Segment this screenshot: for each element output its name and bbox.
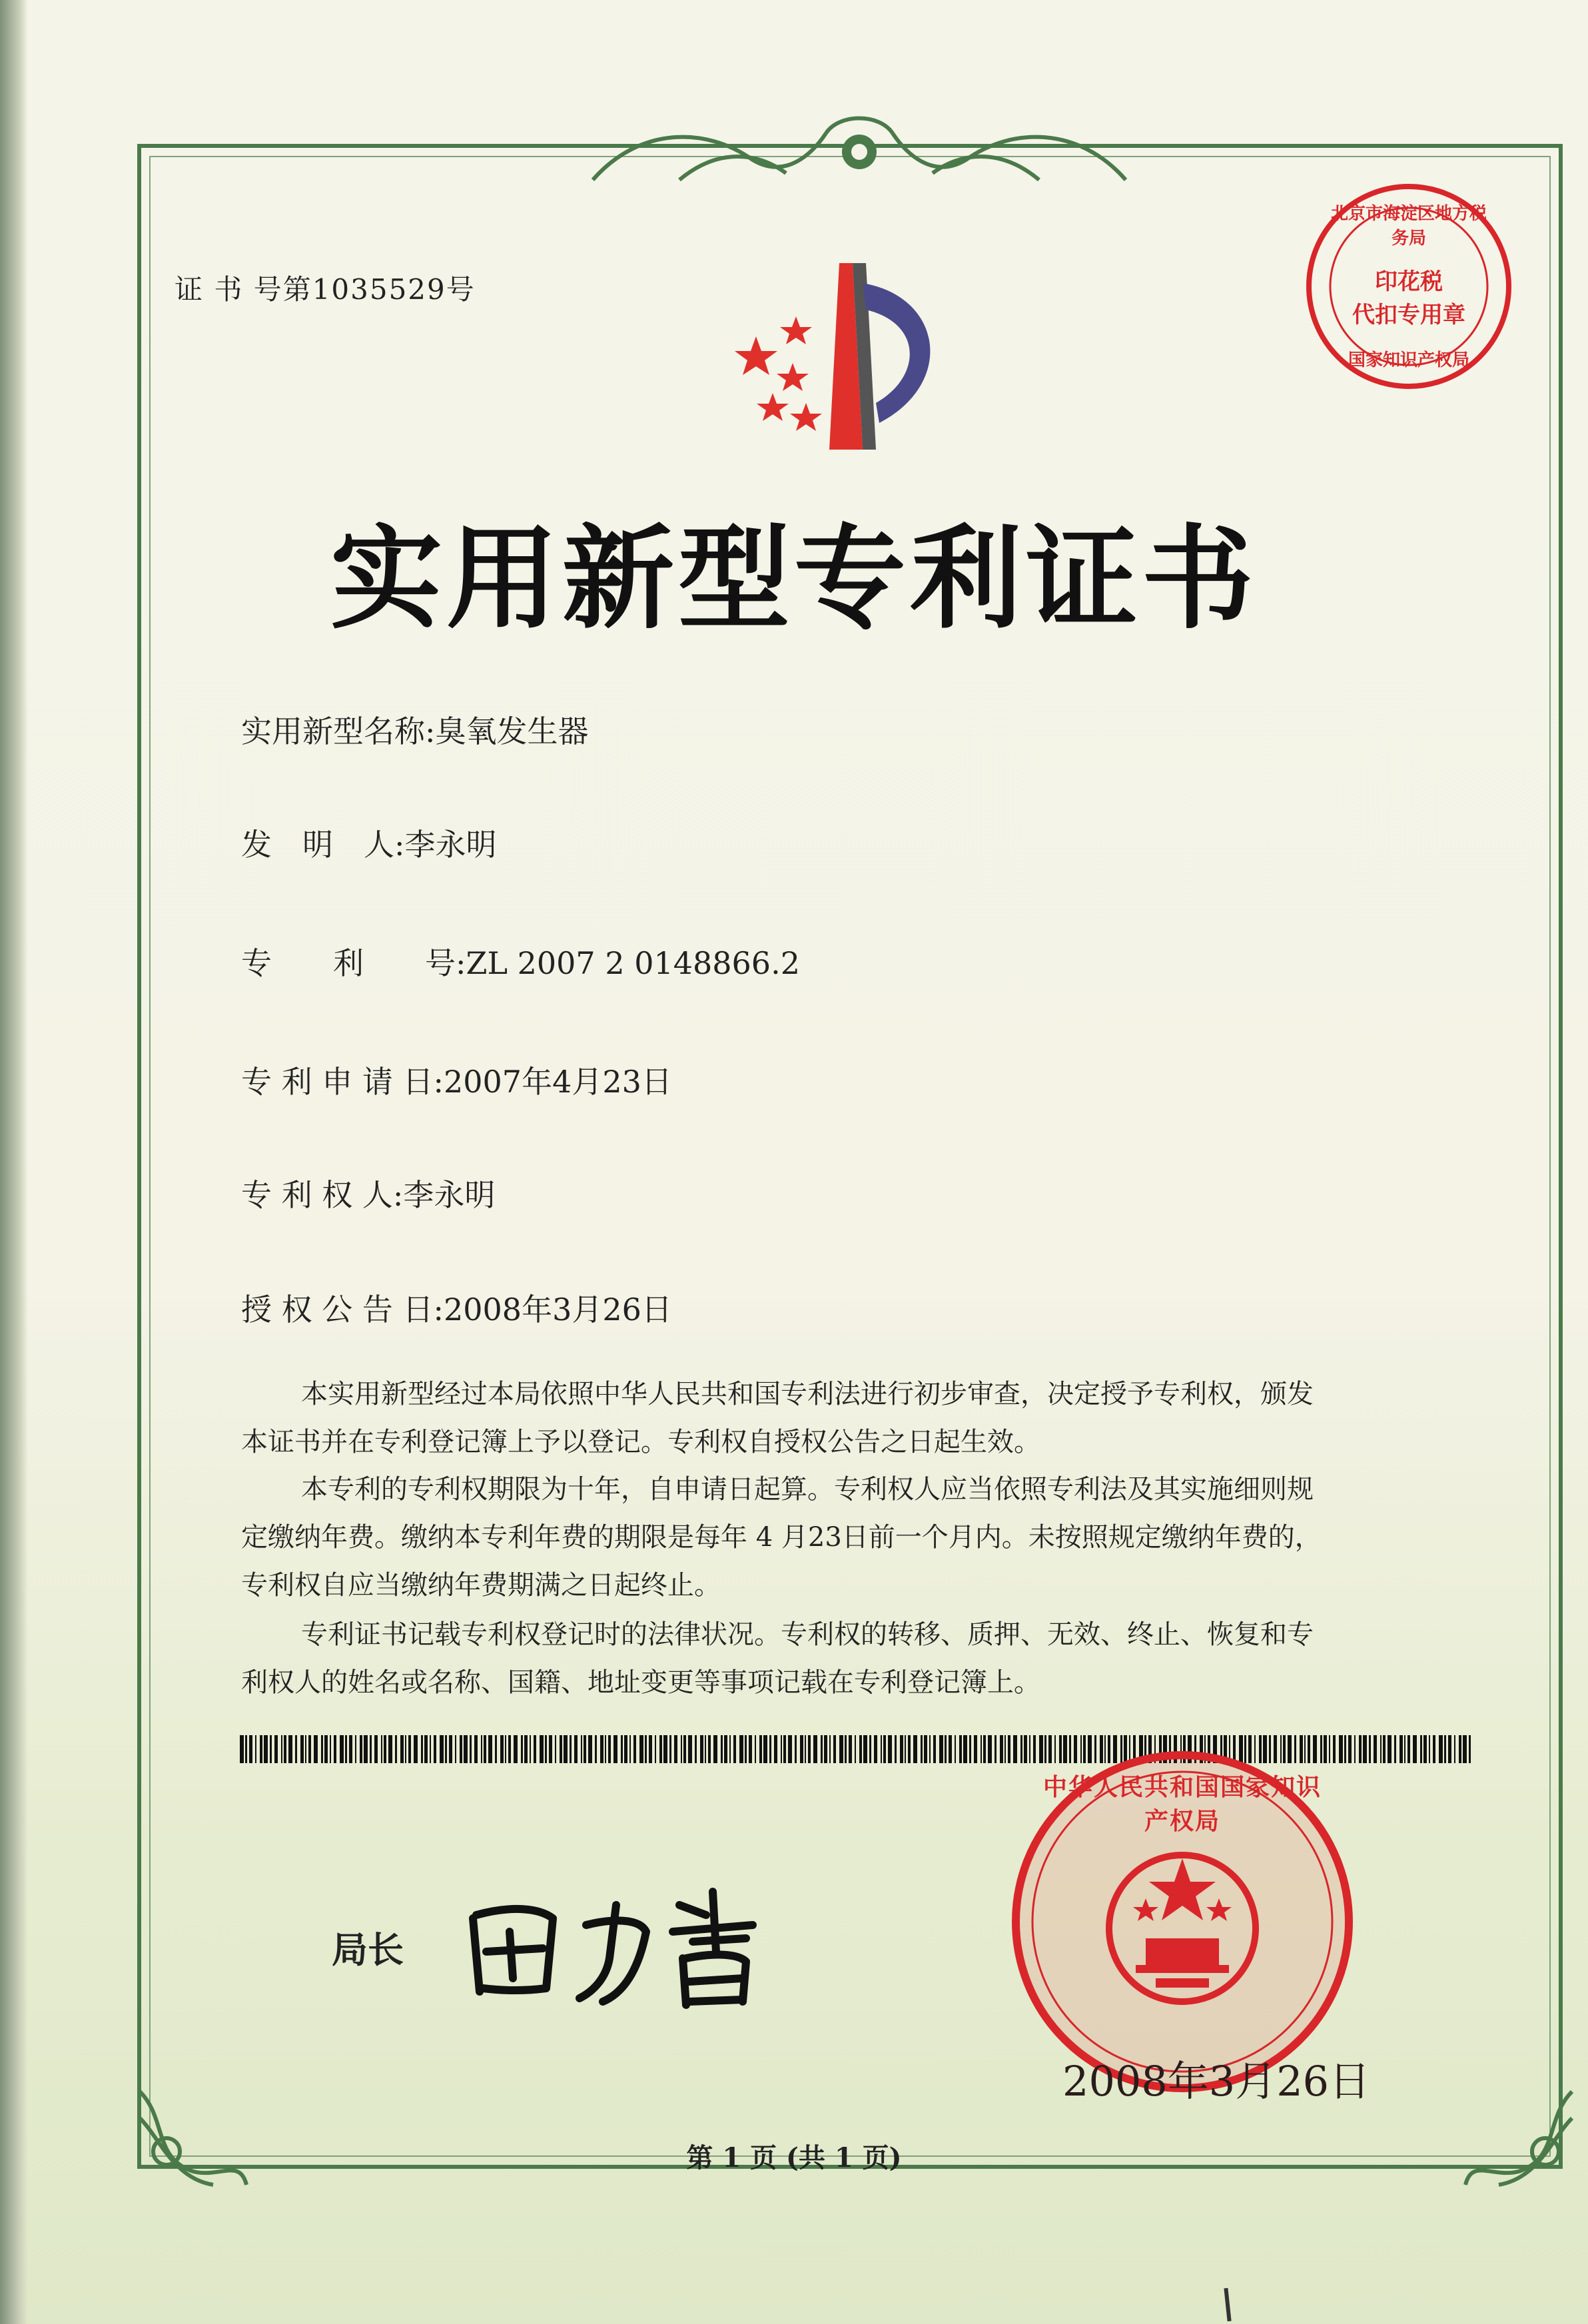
barcode-bar: [530, 1735, 531, 1763]
tax-stamp-inner-line-1: 印花税: [1375, 268, 1443, 295]
barcode-bar: [564, 1735, 568, 1763]
barcode-bar: [839, 1735, 843, 1763]
barcode-bar: [881, 1735, 882, 1763]
barcode-bar: [705, 1735, 706, 1763]
barcode-bar: [639, 1735, 643, 1763]
barcode-bar: [988, 1735, 992, 1763]
field-label: 实用新型名称:: [241, 713, 436, 749]
barcode-bar: [595, 1735, 597, 1763]
barcode-bar: [788, 1735, 792, 1763]
barcode-bar: [314, 1735, 318, 1763]
barcode-bar: [445, 1735, 447, 1763]
field-label: 授 权 公 告 日:: [241, 1292, 444, 1328]
barcode-bar: [374, 1735, 378, 1763]
barcode-bar: [908, 1735, 911, 1763]
barcode-bar: [969, 1735, 971, 1763]
barcode-bar: [349, 1735, 352, 1763]
barcode-bar: [570, 1735, 572, 1763]
paragraph-line: 本专利的专利权期限为十年，自申请日起算。专利权人应当依照专利法及其实施细则规: [301, 1474, 1314, 1505]
barcode-bar: [524, 1735, 528, 1763]
barcode-bar: [795, 1735, 797, 1763]
barcode-bar: [781, 1735, 782, 1763]
barcode-bar: [869, 1735, 871, 1763]
barcode-bar: [534, 1735, 536, 1763]
barcode-bar: [688, 1735, 692, 1763]
certificate-number: 证 书 号第1035529号: [175, 273, 476, 306]
barcode-bar: [1004, 1735, 1006, 1763]
barcode-bar: [955, 1735, 956, 1763]
barcode-bar: [888, 1735, 892, 1763]
barcode-bar: [755, 1735, 756, 1763]
barcode-bar: [295, 1735, 297, 1763]
barcode-bar: [421, 1735, 423, 1763]
barcode-bar: [763, 1735, 767, 1763]
barcode-bar: [913, 1735, 917, 1763]
barcode-bar: [440, 1735, 444, 1763]
barcode-bar: [321, 1735, 323, 1763]
barcode-bar: [455, 1735, 456, 1763]
barcode-bar: [1407, 1735, 1410, 1763]
tax-stamp-text-bottom: 国家知识产权局: [1348, 350, 1469, 370]
field-value: 2008年3月26日: [444, 1292, 672, 1328]
barcode-bar: [464, 1735, 468, 1763]
barcode-bar: [270, 1735, 272, 1763]
paragraph-line: 本实用新型经过本局依照中华人民共和国专利法进行初步审查，决定授予专利权，颁发: [301, 1379, 1314, 1409]
paragraph-line: 本证书并在专利登记簿上予以登记。专利权自授权公告之日起生效。: [241, 1427, 1040, 1457]
barcode-bar: [774, 1735, 777, 1763]
barcode-bar: [713, 1735, 717, 1763]
barcode-bar: [721, 1735, 723, 1763]
barcode-bar: [584, 1735, 586, 1763]
barcode-bar: [849, 1735, 852, 1763]
barcode-bar: [629, 1735, 631, 1763]
barcode-bar: [739, 1735, 743, 1763]
barcode-bar: [845, 1735, 847, 1763]
paragraph-grant-statement: [241, 1370, 1480, 1466]
barcode-bar: [488, 1735, 492, 1763]
barcode-bar: [659, 1735, 662, 1763]
barcode-bar: [749, 1735, 752, 1763]
barcode-bar: [540, 1735, 544, 1763]
barcode-bar: [759, 1735, 762, 1763]
barcode-bar: [1359, 1735, 1362, 1763]
barcode-bar: [505, 1735, 506, 1763]
barcode-bar: [863, 1735, 867, 1763]
barcode-bar: [900, 1735, 903, 1763]
barcode-bar: [405, 1735, 406, 1763]
page-title: 实用新型专利证书: [330, 512, 1258, 644]
barcode-bar: [974, 1735, 977, 1763]
barcode-bar: [1363, 1735, 1367, 1763]
barcode-bar: [560, 1735, 562, 1763]
barcode-bar: [484, 1735, 486, 1763]
barcode-bar: [500, 1735, 504, 1763]
barcode-bar: [284, 1735, 286, 1763]
barcode-bar: [649, 1735, 652, 1763]
barcode-bar: [274, 1735, 278, 1763]
barcode-bar: [700, 1735, 703, 1763]
field-value: 臭氧发生器: [435, 713, 589, 749]
barcode-bar: [1454, 1735, 1455, 1763]
seal-ring-text: 中华人民共和国国家知识产权局: [1042, 1773, 1322, 1835]
paragraph-line: 定缴纳年费。缴纳本专利年费的期限是每年 4 月23日前一个月内。未按照规定缴纳年费的，: [241, 1522, 1322, 1553]
barcode-bar: [264, 1735, 268, 1763]
barcode-bar: [600, 1735, 603, 1763]
barcode-bar: [395, 1735, 397, 1763]
barcode-bar: [370, 1735, 372, 1763]
barcode-bar: [281, 1735, 282, 1763]
barcode-bar: [1399, 1735, 1403, 1763]
barcode-bar: [300, 1735, 304, 1763]
barcode-bar: [1404, 1735, 1405, 1763]
barcode-bar: [424, 1735, 428, 1763]
director-signature-icon: [460, 1878, 779, 2012]
field-value: 李永明: [403, 1177, 496, 1213]
barcode-bar: [959, 1735, 962, 1763]
barcode-bar: [933, 1735, 936, 1763]
seal-date: 2008年3月26日: [1062, 2057, 1371, 2106]
barcode-bar: [1429, 1735, 1430, 1763]
barcode-bar: [983, 1735, 986, 1763]
barcode-bar: [924, 1735, 927, 1763]
barcode-bar: [669, 1735, 671, 1763]
barcode-bar: [921, 1735, 923, 1763]
barcode-bar: [981, 1735, 982, 1763]
field-patent-number: [241, 939, 800, 983]
barcode-bar: [434, 1735, 436, 1763]
barcode-bar: [883, 1735, 886, 1763]
field-value: 2007年4月23日: [444, 1064, 672, 1100]
barcode-bar: [414, 1735, 418, 1763]
barcode-bar: [474, 1735, 478, 1763]
barcode-bar: [240, 1735, 244, 1763]
field-value: 李永明: [404, 827, 497, 863]
barcode-bar: [330, 1735, 331, 1763]
barcode-bar: [833, 1735, 836, 1763]
director-label: 局长: [332, 1928, 404, 1971]
barcode-bar: [945, 1735, 947, 1763]
barcode-bar: [1439, 1735, 1443, 1763]
barcode-bar: [695, 1735, 697, 1763]
barcode-bar: [808, 1735, 811, 1763]
barcode-bar: [1380, 1735, 1382, 1763]
tax-stamp-text-top: 北京市海淀区地方税务局: [1330, 204, 1487, 248]
barcode-bar: [340, 1735, 344, 1763]
barcode-bar: [1388, 1735, 1391, 1763]
barcode-bar: [681, 1735, 682, 1763]
barcode-bar: [305, 1735, 306, 1763]
scan-edge-shadow: [0, 0, 28, 2324]
barcode-bar: [939, 1735, 943, 1763]
barcode-bar: [1000, 1735, 1003, 1763]
barcode-bar: [859, 1735, 862, 1763]
barcode-bar: [663, 1735, 667, 1763]
barcode-bar: [549, 1735, 552, 1763]
barcode-bar: [824, 1735, 827, 1763]
barcode-bar: [994, 1735, 996, 1763]
field-label: 发 明 人:: [241, 827, 405, 863]
barcode-bar: [729, 1735, 731, 1763]
barcode-bar: [588, 1735, 592, 1763]
barcode-bar: [1369, 1735, 1371, 1763]
barcode-bar: [821, 1735, 823, 1763]
barcode-bar: [545, 1735, 547, 1763]
field-inventor: [241, 821, 497, 865]
barcode-bar: [605, 1735, 606, 1763]
barcode-bar: [324, 1735, 328, 1763]
barcode-bar: [381, 1735, 382, 1763]
barcode-bar: [724, 1735, 727, 1763]
barcode-bar: [1394, 1735, 1396, 1763]
barcode-bar: [495, 1735, 497, 1763]
barcode-bar: [521, 1735, 523, 1763]
barcode-bar: [364, 1735, 368, 1763]
barcode-bar: [874, 1735, 877, 1763]
barcode-bar: [683, 1735, 686, 1763]
barcode-bar: [813, 1735, 817, 1763]
barcode-bar: [308, 1735, 311, 1763]
barcode-bar: [613, 1735, 617, 1763]
paragraph-line: 利权人的姓名或名称、国籍、地址变更等事项记载在专利登记簿上。: [241, 1667, 1040, 1698]
barcode-bar: [963, 1735, 967, 1763]
barcode-bar: [1459, 1735, 1461, 1763]
barcode-bar: [1420, 1735, 1422, 1763]
barcode-bar: [574, 1735, 578, 1763]
barcode-bar: [355, 1735, 356, 1763]
barcode-bar: [260, 1735, 262, 1763]
barcode-bar: [608, 1735, 611, 1763]
barcode-bar: [769, 1735, 771, 1763]
field-grant-announcement-date: [241, 1286, 672, 1330]
field-patentee: [241, 1171, 495, 1215]
barcode-bar: [733, 1735, 736, 1763]
barcode-bar: [1383, 1735, 1386, 1763]
barcode-bar: [1433, 1735, 1435, 1763]
paragraph-line: 专利权自应当缴纳年费期满之日起终止。: [241, 1570, 721, 1601]
field-utility-model-name: [241, 707, 589, 751]
barcode-bar: [249, 1735, 252, 1763]
field-label: 专 利 号:: [241, 945, 466, 981]
barcode-bar: [708, 1735, 711, 1763]
field-value: ZL 2007 2 0148866.2: [466, 945, 800, 981]
field-label: 专 利 申 请 日:: [241, 1064, 444, 1100]
barcode-bar: [1469, 1735, 1471, 1763]
barcode-bar: [460, 1735, 462, 1763]
top-ornament-icon: [586, 100, 1132, 193]
barcode-bar: [829, 1735, 831, 1763]
barcode-bar: [481, 1735, 482, 1763]
barcode-bar: [1413, 1735, 1417, 1763]
barcode-bar: [895, 1735, 897, 1763]
barcode-bar: [655, 1735, 656, 1763]
barcode-bar: [514, 1735, 518, 1763]
paragraph-legal-status: [241, 1611, 1480, 1707]
paragraph-term-statement: [241, 1465, 1480, 1609]
barcode-bar: [288, 1735, 292, 1763]
barcode-bar: [855, 1735, 856, 1763]
barcode-bar: [384, 1735, 386, 1763]
barcode-bar: [388, 1735, 392, 1763]
barcode-bar: [745, 1735, 747, 1763]
paragraph-line: 专利证书记载专利权登记时的法律状况。专利权的转移、质押、无效、终止、恢复和专: [301, 1619, 1314, 1650]
barcode-bar: [1374, 1735, 1377, 1763]
barcode-bar: [245, 1735, 247, 1763]
barcode-bar: [581, 1735, 582, 1763]
barcode-bar: [624, 1735, 627, 1763]
barcode-bar: [783, 1735, 786, 1763]
barcode-bar: [400, 1735, 404, 1763]
barcode-bar: [1423, 1735, 1427, 1763]
barcode-bar: [1444, 1735, 1446, 1763]
barcode-bar: [470, 1735, 472, 1763]
barcode-bar: [800, 1735, 803, 1763]
barcode-bar: [408, 1735, 411, 1763]
tax-stamp-inner-line-2: 代扣专用章: [1352, 302, 1465, 328]
barcode-bar: [633, 1735, 636, 1763]
sipo-logo-icon: [723, 256, 976, 463]
barcode-bar: [255, 1735, 256, 1763]
barcode-bar: [508, 1735, 511, 1763]
barcode-bar: [805, 1735, 806, 1763]
barcode-bar: [1463, 1735, 1467, 1763]
field-application-date: [241, 1058, 672, 1102]
field-label: 专 利 权 人:: [241, 1177, 404, 1213]
page-number: 第 1 页 (共 1 页): [686, 2142, 902, 2173]
barcode-bar: [645, 1735, 647, 1763]
barcode-bar: [674, 1735, 677, 1763]
barcode-bar: [430, 1735, 431, 1763]
barcode-bar: [929, 1735, 931, 1763]
barcode-bar: [449, 1735, 452, 1763]
barcode-bar: [621, 1735, 623, 1763]
barcode-bar: [334, 1735, 336, 1763]
barcode-bar: [345, 1735, 347, 1763]
barcode-bar: [905, 1735, 906, 1763]
barcode-bar: [949, 1735, 952, 1763]
barcode-bar: [360, 1735, 362, 1763]
barcode-bar: [555, 1735, 556, 1763]
barcode-bar: [1448, 1735, 1451, 1763]
